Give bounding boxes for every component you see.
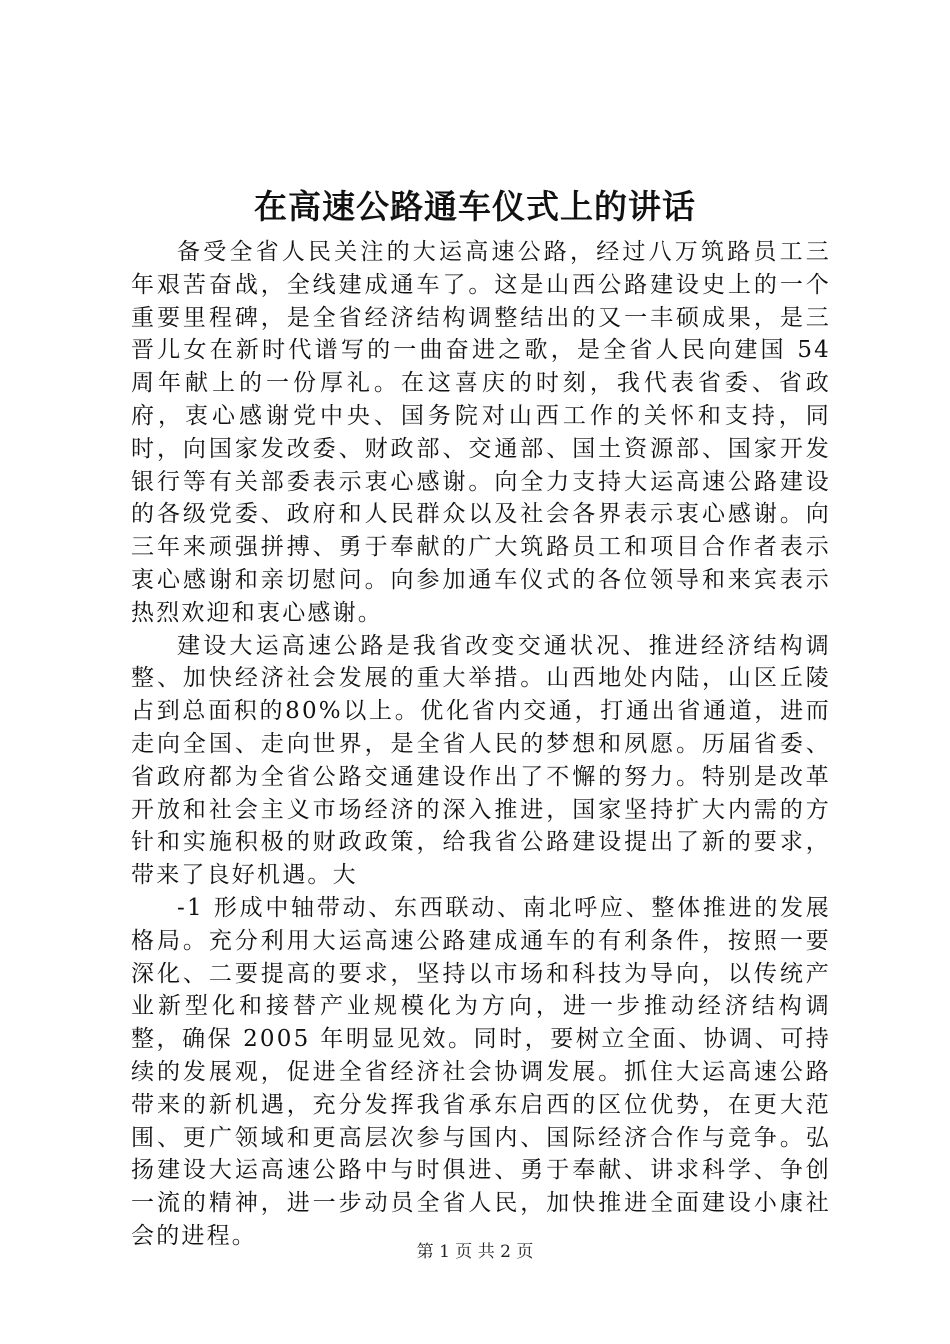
paragraph-1: 备受全省人民关注的大运高速公路，经过八万筑路员工三年艰苦奋战，全线建成通车了。这是山西公路建设史上的一个重要里程碑，是全省经济结构调整结出的又一丰硕成果，是三晋儿女在新时代谱写的一曲奋进之歌，是全省人民向建国 54 周年献上的一份厚礼。在这喜庆的时刻，我代表省委、省政府，衷心感谢党中央、国务院对山西工作的关怀和支持，同时，向国家发改委、财政部、交通部、国土资源部、国家开发银行等有关部委表示衷心感谢。向全力支持大运高速公路建设的各级党委、政府和人民群众以及社会各界表示衷心感谢。向三年来顽强拼搏、勇于奉献的广大筑路员工和项目合作者表示衷心感谢和亲切慰问。向参加通车仪式的各位领导和来宾表示热烈欢迎和衷心感谢。 — [131, 239, 831, 626]
document-body — [131, 236, 831, 1253]
paragraph-3: -1 形成中轴带动、东西联动、南北呼应、整体推进的发展格局。充分利用大运高速公路建成通车的有利条件，按照一要深化、二要提高的要求，坚持以市场和科技为导向，以传统产业新型化和接替产业规模化为方向，进一步推动经济结构调整，确保 2005 年明显见效。同时，要树立全面、协调、可持续的发展观，促进全省经济社会协调发展。抓住大运高速公路带来的新机遇，充分发挥我省承东启西的区位优势，在更大范围、更广领域和更高层次参与国内、国际经济合作与竞争。弘扬建设大运高速公路中与时俱进、勇于奉献、讲求科学、争创一流的精神，进一步动员全省人民，加快推进全面建设小康社会的进程。 — [131, 894, 831, 1249]
paragraph-2: 建设大运高速公路是我省改变交通状况、推进经济结构调整、加快经济社会发展的重大举措。山西地处内陆，山区丘陵占到总面积的80%以上。优化省内交通，打通出省通道，进而走向全国、走向世界，是全省人民的梦想和夙愿。历届省委、省政府都为全省公路交通建设作出了不懈的努力。特别是改革开放和社会主义市场经济的深入推进，国家坚持扩大内需的方针和实施积极的财政政策，给我省公路建设提出了新的要求，带来了良好机遇。大 — [131, 632, 831, 889]
page-number-footer: 第 1 页 共 2 页 — [416, 1242, 534, 1262]
document-title: 在高速公路通车仪式上的讲话 — [254, 187, 696, 226]
